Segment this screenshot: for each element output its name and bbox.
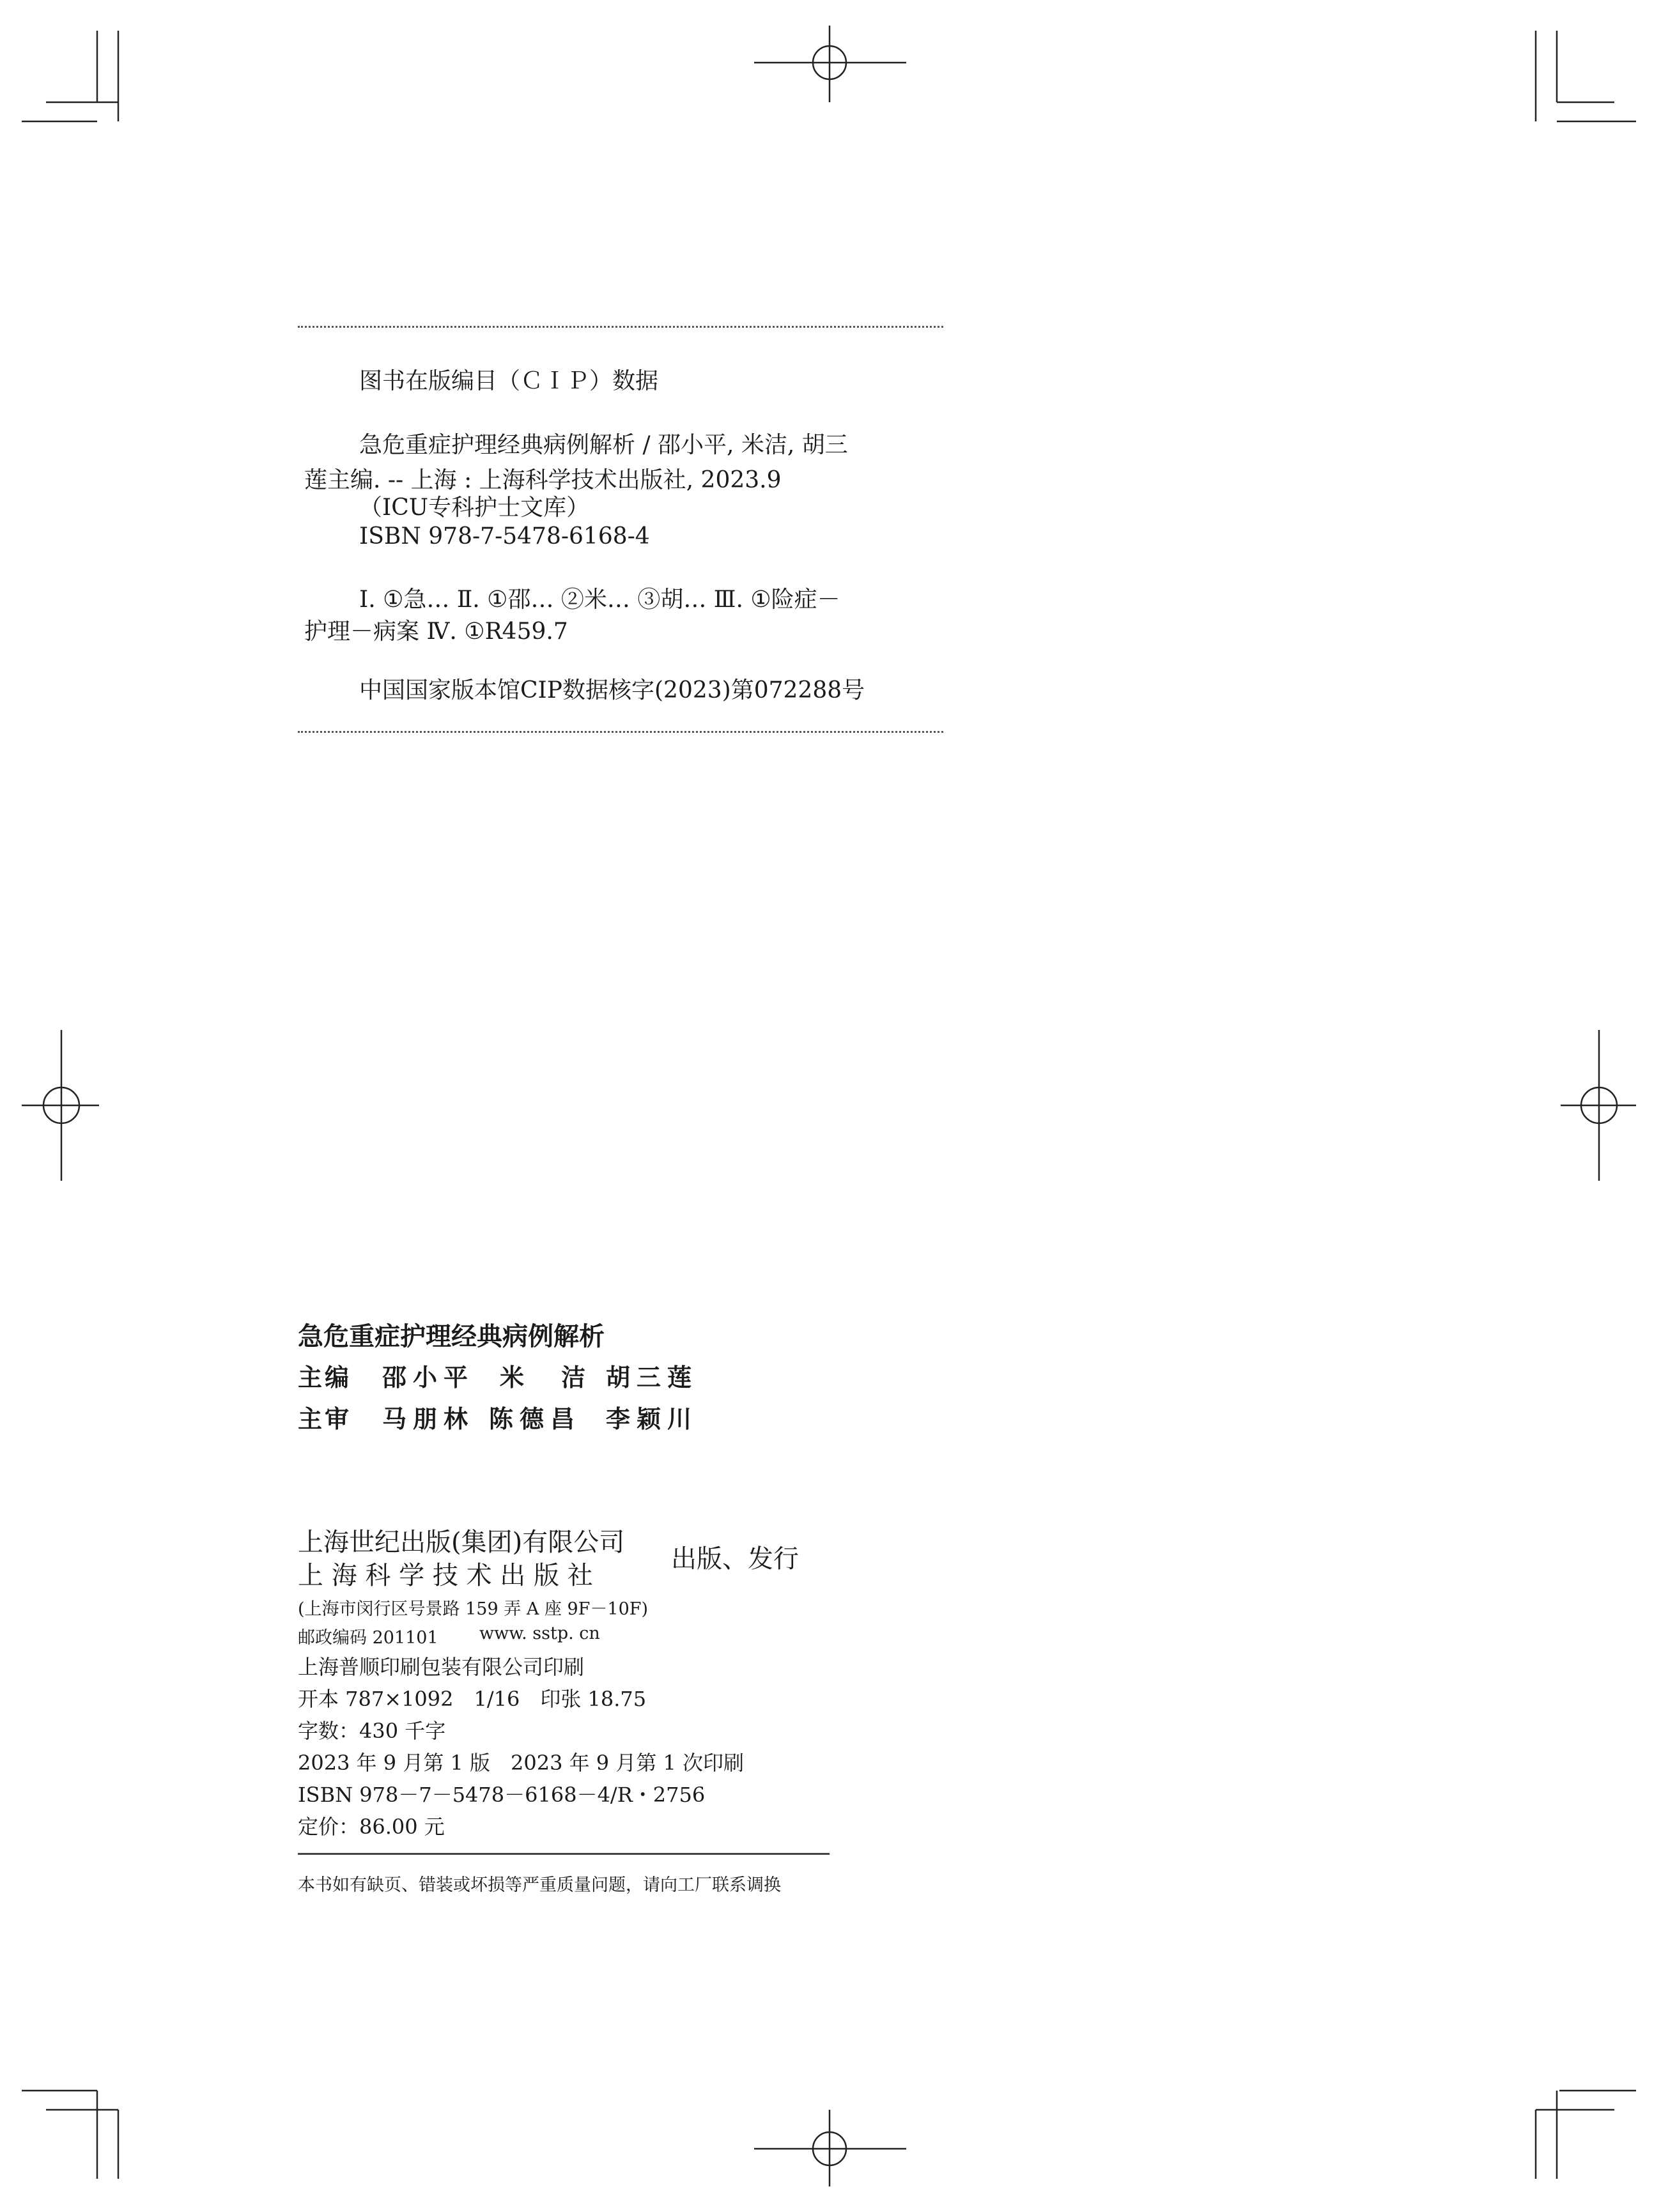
format-info: 开本 787×1092 1/16 印张 18.75 (298, 1687, 647, 1711)
cip-heading: 图书在版编目（ＣＩＰ）数据 (359, 368, 659, 394)
cip-series: （ICU专科护士文库） (359, 495, 590, 521)
website: www. sstp. cn (479, 1624, 600, 1643)
editor-name: 胡三莲 (606, 1363, 699, 1392)
cip-bottom-border (298, 731, 943, 733)
cip-entry-line1: 急危重症护理经典病例解析 / 邵小平, 米洁, 胡三 (359, 432, 848, 458)
quality-notice: 本书如有缺页、错装或坏损等严重质量问题，请向工厂联系调换 (298, 1875, 781, 1895)
editor-name: 邵小平 (382, 1363, 475, 1392)
cip-subject-line1: Ⅰ. ①急… Ⅱ. ①邵… ②米… ③胡… Ⅲ. ①险症－ (359, 587, 840, 613)
cip-entry-line2: 莲主编. -- 上海 : 上海科学技术出版社, 2023.9 (304, 467, 782, 493)
edition-info: 2023 年 9 月第 1 版 2023 年 9 月第 1 次印刷 (298, 1751, 745, 1775)
cip-subject-line2: 护理－病案 Ⅳ. ①R459.7 (304, 618, 568, 645)
cip-record-number: 中国国家版本馆CIP数据核字(2023)第072288号 (359, 677, 865, 703)
editors-label: 主编 (298, 1363, 352, 1392)
printer: 上海普顺印刷包装有限公司印刷 (298, 1655, 585, 1679)
reviewer-name: 李颖川 (606, 1404, 699, 1433)
reviewer-name: 陈德昌 (489, 1404, 582, 1433)
notice-divider (298, 1853, 830, 1855)
cip-top-border (298, 326, 943, 328)
postcode: 邮政编码 201101 (298, 1628, 438, 1648)
editor-name: 米 洁 (500, 1363, 592, 1392)
reviewer-name: 马朋林 (382, 1404, 475, 1433)
book-title: 急危重症护理经典病例解析 (298, 1322, 605, 1351)
cip-isbn: ISBN 978-7-5478-6168-4 (359, 523, 650, 549)
publisher-name: 上 海 科 学 技 术 出 版 社 (298, 1561, 593, 1590)
publish-role: 出版、发行 (671, 1544, 799, 1574)
price: 定价：86.00 元 (298, 1815, 445, 1839)
isbn-full: ISBN 978－7－5478－6168－4/R・2756 (298, 1783, 706, 1807)
reviewers-label: 主审 (298, 1404, 352, 1433)
publisher-address: (上海市闵行区号景路 159 弄 A 座 9F－10F) (298, 1599, 649, 1619)
word-count: 字数：430 千字 (298, 1719, 446, 1743)
publisher-group: 上海世纪出版(集团)有限公司 (298, 1528, 625, 1557)
